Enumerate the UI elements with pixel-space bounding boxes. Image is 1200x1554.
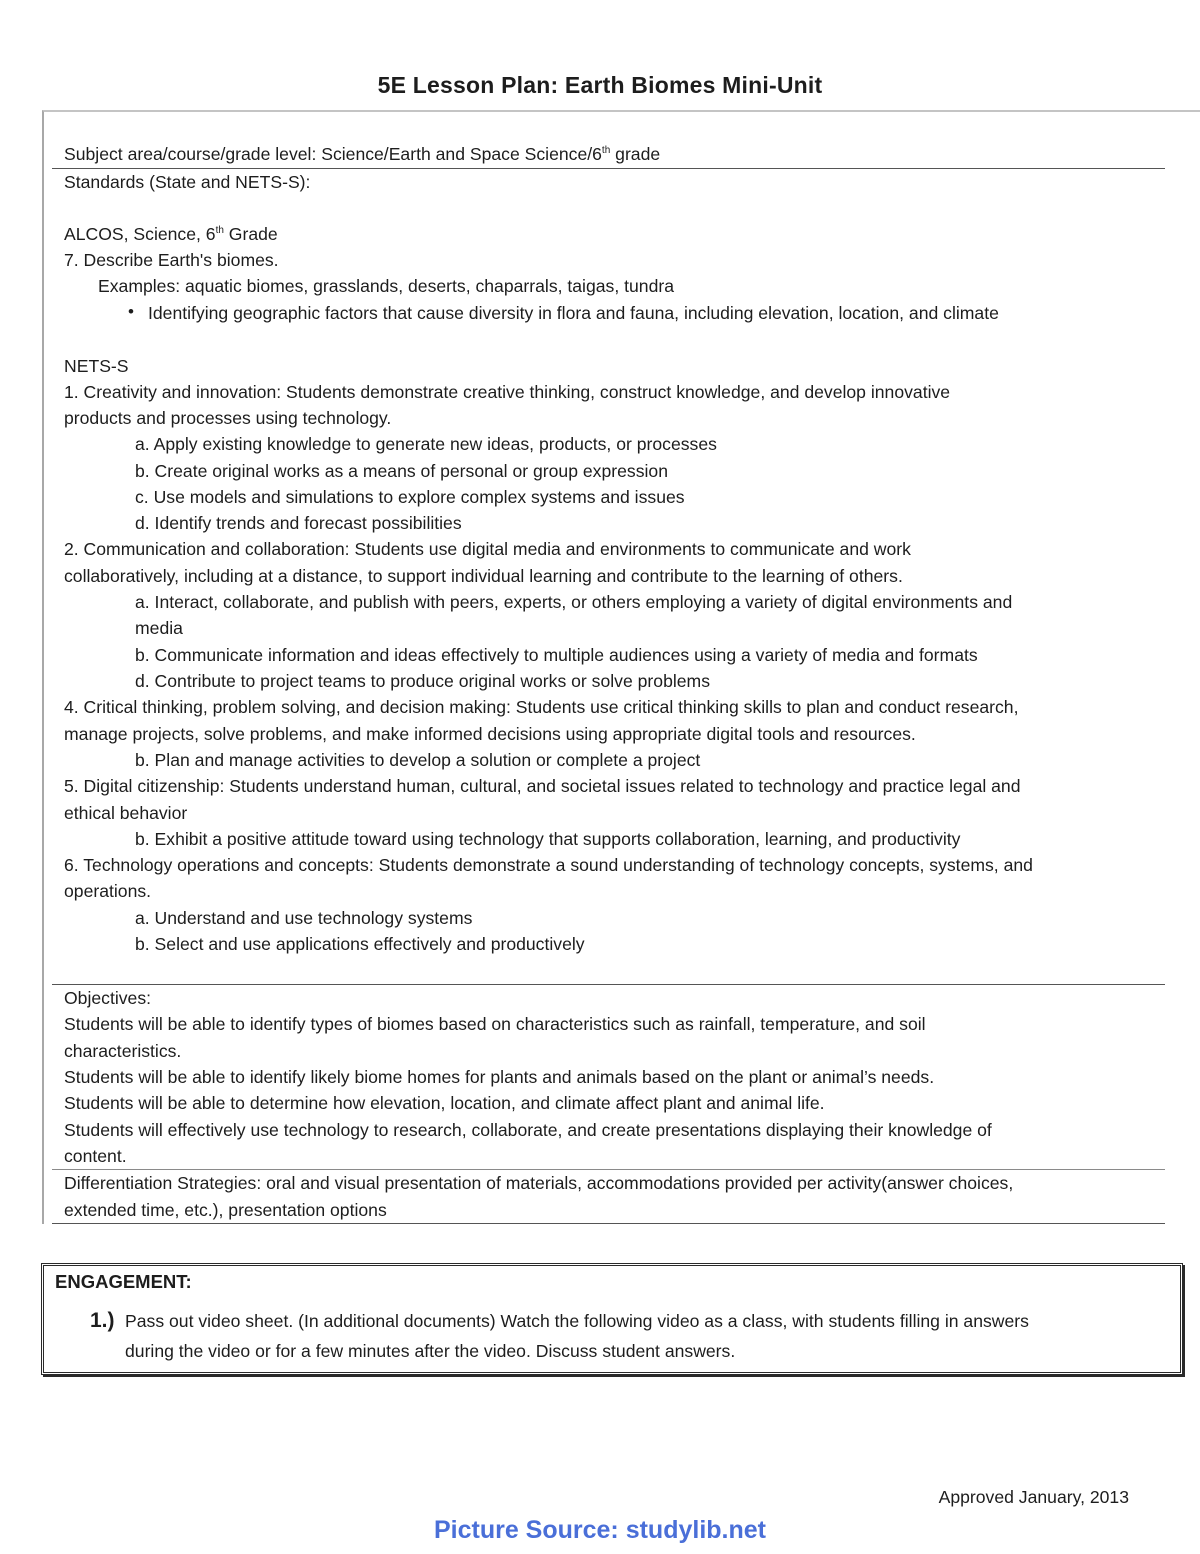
standards-heading: Standards (State and NETS-S): <box>64 172 311 192</box>
bullet-icon: • <box>128 302 134 321</box>
differentiation-line2: extended time, etc.), presentation options <box>64 1200 387 1220</box>
nets-2-line1: 2. Communication and collaboration: Students use digital media and environments to communicate and work <box>64 539 911 559</box>
nets-4-line2: manage projects, solve problems, and make informed decisions using appropriate digital tools and resources. <box>64 724 916 744</box>
nets-2-line2: collaboratively, including at a distance, to support individual learning and contribute to the learning of others. <box>64 566 903 586</box>
nets-5-line1: 5. Digital citizenship: Students understand human, cultural, and societal issues related to technology and practice legal and <box>64 776 1021 796</box>
alcos-superscript: th <box>215 225 224 236</box>
nets-2d: d. Contribute to project teams to produce original works or solve problems <box>135 671 711 691</box>
approved-date: Approved January, 2013 <box>938 1487 1129 1507</box>
objective-1-line1: Students will be able to identify types of biomes based on characteristics such as rainfall, temperature, and soil <box>64 1014 926 1034</box>
divider <box>52 1223 1165 1224</box>
nets-1b: b. Create original works as a means of personal or group expression <box>135 461 668 481</box>
nets-1d: d. Identify trends and forecast possibilities <box>135 513 462 533</box>
nets-1a: a. Apply existing knowledge to generate new ideas, products, or processes <box>135 434 717 454</box>
picture-source: Picture Source: studylib.net <box>433 1516 766 1544</box>
objective-4-line2: content. <box>64 1146 127 1166</box>
nets-6-line1: 6. Technology operations and concepts: Students demonstrate a sound understanding of technology concepts, systems, and <box>64 855 1033 875</box>
subject-suffix: grade <box>610 144 661 164</box>
nets-1c: c. Use models and simulations to explore complex systems and issues <box>135 487 685 507</box>
objective-2: Students will be able to identify likely biome homes for plants and animals based on the plant or animal’s needs. <box>64 1067 935 1087</box>
nets-6b: b. Select and use applications effectively and productively <box>135 934 585 954</box>
nets-6a: a. Understand and use technology systems <box>135 908 473 928</box>
nets-5b: b. Exhibit a positive attitude toward using technology that supports collaboration, learning, and productivity <box>135 829 961 849</box>
alcos-suffix: Grade <box>223 224 278 244</box>
engagement-heading: ENGAGEMENT: <box>55 1271 192 1292</box>
alcos-line <box>64 223 278 245</box>
divider <box>52 168 1165 169</box>
divider <box>52 1169 1165 1170</box>
objective-3: Students will be able to determine how elevation, location, and climate affect plant and animal life. <box>64 1093 825 1113</box>
subject-line <box>64 143 660 165</box>
divider <box>52 984 1165 985</box>
engagement-step-number: 1.) <box>90 1309 115 1332</box>
nets-4-line1: 4. Critical thinking, problem solving, and decision making: Students use critical thinking skills to plan and conduct research, <box>64 697 1019 717</box>
alcos-text: ALCOS, Science, 6 <box>64 224 216 244</box>
objectives-heading: Objectives: <box>64 988 152 1008</box>
nets-4b: b. Plan and manage activities to develop a solution or complete a project <box>135 750 701 770</box>
nets-heading: NETS-S <box>64 356 129 376</box>
objective-1-line2: characteristics. <box>64 1041 182 1061</box>
differentiation-line1: Differentiation Strategies: oral and visual presentation of materials, accommodations provided per activity(answer choices, <box>64 1173 1014 1193</box>
nets-5-line2: ethical behavior <box>64 803 188 823</box>
subject-text: Subject area/course/grade level: Science/Earth and Space Science/6 <box>64 144 602 164</box>
nets-1-line2: products and processes using technology. <box>64 408 392 428</box>
engagement-step-line1: Pass out video sheet. (In additional documents) Watch the following video as a class, with students filling in answers <box>125 1311 1029 1331</box>
objective-4-line1: Students will effectively use technology to research, collaborate, and create presentations displaying their knowledge of <box>64 1120 992 1140</box>
standard-item-7: 7. Describe Earth's biomes. <box>64 250 279 270</box>
subject-superscript: th <box>601 145 611 156</box>
nets-2a-line2: media <box>135 618 183 638</box>
nets-2b: b. Communicate information and ideas effectively to multiple audiences using a variety of media and formats <box>135 645 978 665</box>
nets-2a-line1: a. Interact, collaborate, and publish with peers, experts, or others employing a variety of digital environments and <box>135 592 1013 612</box>
bullet-text: Identifying geographic factors that cause diversity in flora and fauna, including elevation, location, and climate <box>148 303 999 323</box>
engagement-step-line2: during the video or for a few minutes after the video. Discuss student answers. <box>125 1341 736 1361</box>
document-title: 5E Lesson Plan: Earth Biomes Mini-Unit <box>377 72 823 98</box>
nets-1-line1: 1. Creativity and innovation: Students demonstrate creative thinking, construct knowledge, and develop innovative <box>64 382 951 402</box>
nets-6-line2: operations. <box>64 881 152 901</box>
examples-line: Examples: aquatic biomes, grasslands, deserts, chaparrals, taigas, tundra <box>98 276 674 296</box>
